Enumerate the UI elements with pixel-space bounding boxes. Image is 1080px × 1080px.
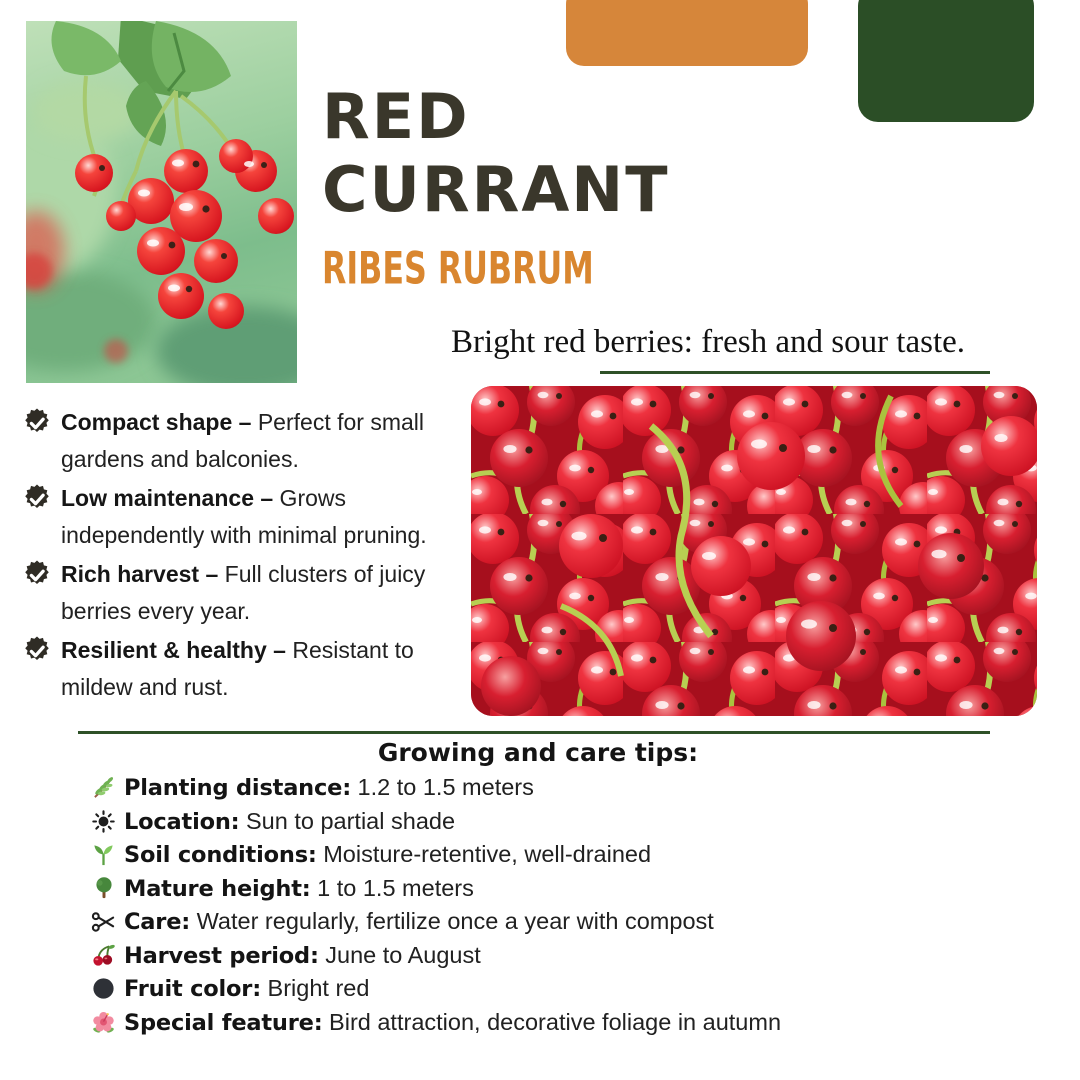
tip-text: Care: Water regularly, fertilize once a year with compost bbox=[124, 908, 714, 936]
title-line-2: CURRANT bbox=[322, 153, 670, 226]
check-badge-icon bbox=[22, 636, 52, 666]
tree-icon bbox=[90, 875, 117, 902]
tagline: Bright red berries: fresh and sour taste. bbox=[450, 324, 966, 360]
currant-closeup-photo bbox=[471, 386, 1037, 716]
tip-row bbox=[90, 805, 1050, 839]
tip-text: Harvest period: June to August bbox=[124, 941, 481, 969]
tip-row bbox=[90, 872, 1050, 906]
feature-list bbox=[22, 404, 467, 708]
feature-item bbox=[22, 556, 467, 630]
check-badge-icon bbox=[22, 560, 52, 590]
check-badge-icon bbox=[22, 484, 52, 514]
currant-branch-photo bbox=[26, 21, 297, 383]
tip-row bbox=[90, 838, 1050, 872]
cherries-icon bbox=[90, 942, 117, 969]
hibiscus-icon bbox=[90, 1009, 117, 1036]
latin-name: RIBES RUBRUM bbox=[322, 242, 594, 295]
scissors-icon bbox=[90, 908, 117, 935]
tagline-underline bbox=[600, 371, 990, 374]
tip-text: Mature height: 1 to 1.5 meters bbox=[124, 874, 474, 902]
page-title bbox=[322, 80, 1022, 226]
tip-row bbox=[90, 771, 1050, 805]
orange-accent-rectangle bbox=[566, 0, 808, 66]
tips-heading: Growing and care tips: bbox=[377, 738, 699, 767]
sun-icon bbox=[90, 808, 117, 835]
title-line-1: RED bbox=[322, 80, 470, 153]
tip-row bbox=[90, 972, 1050, 1006]
tip-text: Special feature: Bird attraction, decorative foliage in autumn bbox=[124, 1008, 782, 1036]
check-badge-icon bbox=[22, 408, 52, 438]
feature-text: Compact shape – Perfect for small gardens and balconies. bbox=[61, 409, 431, 472]
feature-item bbox=[22, 480, 467, 554]
feature-item bbox=[22, 632, 467, 706]
tip-row bbox=[90, 1006, 1050, 1040]
seedling-icon bbox=[90, 841, 117, 868]
section-divider bbox=[78, 731, 990, 734]
feature-text: Low maintenance – Grows independently with minimal pruning. bbox=[61, 485, 427, 548]
dark-circle-icon bbox=[90, 975, 117, 1002]
feature-text: Resilient & healthy – Resistant to mildew and rust. bbox=[61, 637, 421, 700]
tip-row bbox=[90, 939, 1050, 973]
tip-text: Location: Sun to partial shade bbox=[124, 807, 456, 835]
tips-list bbox=[90, 771, 1050, 1039]
feature-text: Rich harvest – Full clusters of juicy berries every year. bbox=[61, 561, 432, 624]
tip-text: Fruit color: Bright red bbox=[124, 975, 370, 1003]
tip-text: Soil conditions: Moisture-retentive, well-drained bbox=[124, 841, 652, 869]
tip-text: Planting distance: 1.2 to 1.5 meters bbox=[124, 774, 534, 802]
herb-icon bbox=[90, 774, 117, 801]
feature-item bbox=[22, 404, 467, 478]
tip-row bbox=[90, 905, 1050, 939]
